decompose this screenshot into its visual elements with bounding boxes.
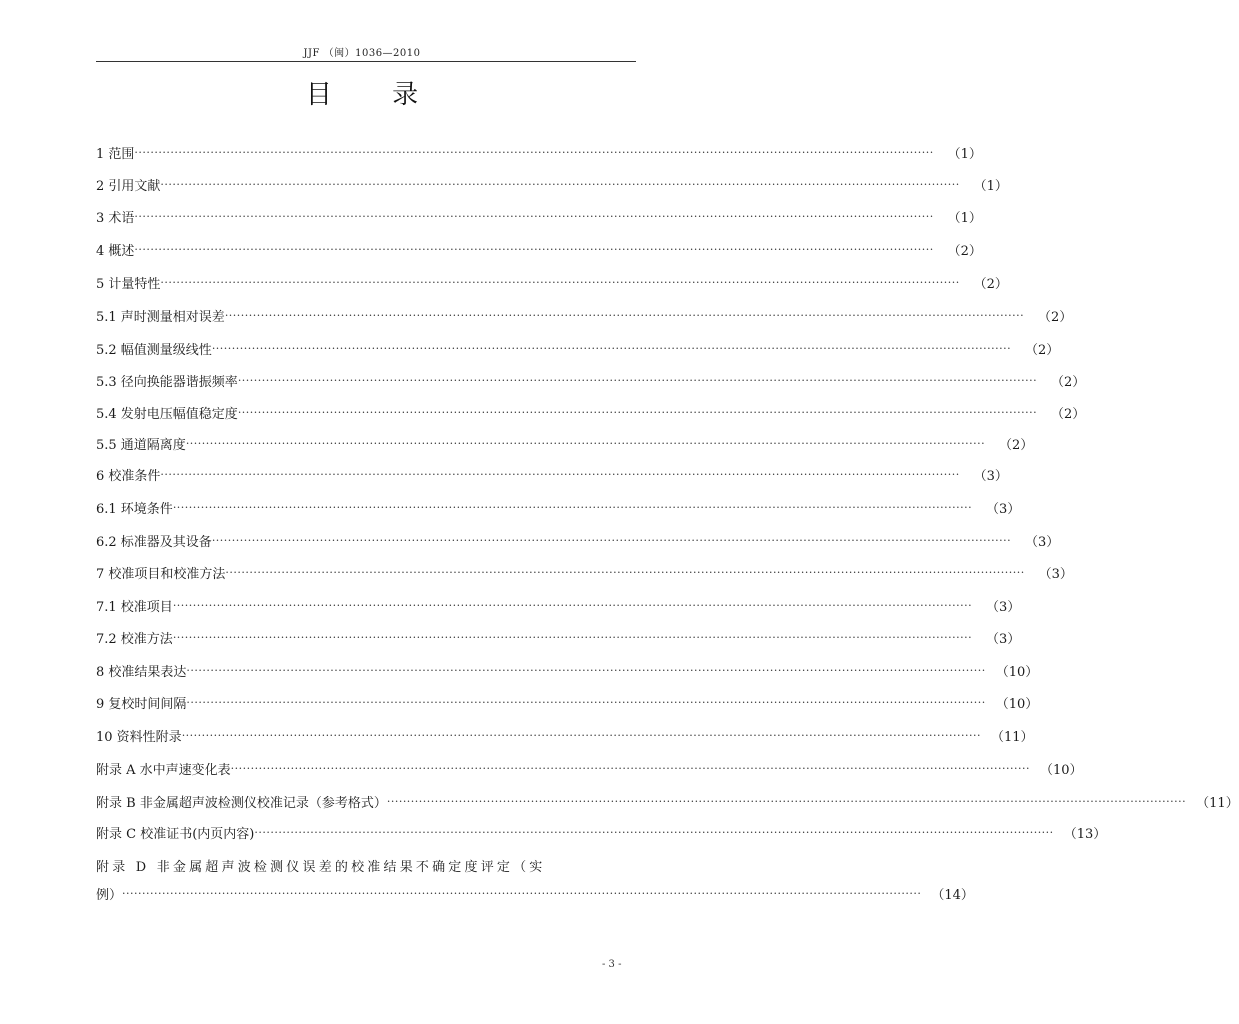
toc-entry[interactable] <box>96 724 1034 746</box>
toc-entry-label: 6 校准条件 <box>96 468 161 484</box>
toc-entry-label: 附录 C 校准证书(内页内容) <box>96 826 255 842</box>
toc-leader-dots: ········································································································································································································ <box>172 500 973 514</box>
toc-entry-appendix-d-line2[interactable] <box>96 882 974 904</box>
toc-entry[interactable] <box>96 691 1039 713</box>
toc-entry-page: （13） <box>1063 826 1107 842</box>
toc-entry-page: （1） <box>947 210 982 226</box>
toc-entry-page: （3） <box>973 468 1008 484</box>
toc-leader-dots: ········································································································································································································ <box>211 533 1012 547</box>
toc-entry-label: 4 概述 <box>96 243 135 259</box>
toc-entry-label: 3 术语 <box>96 210 135 226</box>
toc-entry-label: 10 资料性附录 <box>96 729 182 745</box>
toc-entry[interactable] <box>96 790 1239 812</box>
toc-entry-page: （3） <box>986 501 1021 517</box>
toc-entry[interactable] <box>96 173 1008 195</box>
toc-entry-label: 7.2 校准方法 <box>96 631 173 647</box>
toc-leader-dots: ········································································································································································································ <box>172 630 973 644</box>
toc-entry[interactable] <box>96 337 1060 359</box>
toc-entry-label: 1 范围 <box>96 146 135 162</box>
toc-entry-page: （10） <box>995 696 1039 712</box>
toc-entry-label: 5.5 通道隔离度 <box>96 437 186 453</box>
toc-entry-page: （3） <box>986 631 1021 647</box>
toc-entry-page: （14） <box>931 887 974 903</box>
toc-entry[interactable] <box>96 529 1060 551</box>
toc-entry-page: （2） <box>947 243 982 259</box>
toc-leader-dots: ········································································································································································································ <box>237 405 1038 419</box>
toc-entry-label: 5.3 径向换能器谐振频率 <box>96 374 238 390</box>
toc-entry-page: （3） <box>1025 534 1060 550</box>
toc-entry-page: （2） <box>1051 374 1086 390</box>
toc-entry-label: 2 引用文献 <box>96 178 161 194</box>
toc-entry[interactable] <box>96 304 1073 326</box>
toc-entry-page: （10） <box>995 664 1039 680</box>
toc-entry[interactable] <box>96 659 1039 681</box>
toc-entry[interactable] <box>96 496 1021 518</box>
toc-entry-page: （1） <box>973 178 1008 194</box>
toc-entry[interactable] <box>96 463 1008 485</box>
toc-leader-dots: ········································································································································································································ <box>186 695 986 709</box>
toc-leader-dots: ········································································································································································································ <box>134 145 934 159</box>
toc-entry-label: 5.1 声时测量相对误差 <box>96 309 225 325</box>
toc-leader-dots: ········································································································································································································ <box>186 663 986 677</box>
toc-leader-dots: ········································································································································································································ <box>237 373 1038 387</box>
toc-entry[interactable] <box>96 626 1021 648</box>
toc-entry[interactable] <box>96 205 982 227</box>
toc-leader-dots: ········································································································································································································ <box>224 308 1025 322</box>
toc-leader-dots: ········································································································································································································ <box>134 209 934 223</box>
toc-entry[interactable] <box>96 757 1083 779</box>
toc-entry[interactable] <box>96 594 1021 616</box>
toc-entry-page: （11） <box>991 729 1034 745</box>
toc-leader-dots: ········································································································································································································ <box>230 761 1030 775</box>
toc-entry-label: 附录 A 水中声速变化表 <box>96 762 231 778</box>
toc-leader-dots: ········································································································································································································ <box>122 886 922 900</box>
toc-leader-dots: ········································································································································································································ <box>160 177 960 191</box>
toc-title: 目 录 <box>305 80 445 110</box>
toc-entry-appendix-d-line1[interactable] <box>96 854 588 876</box>
toc-entry[interactable] <box>96 369 1086 391</box>
toc-entry-label: 8 校准结果表达 <box>96 664 187 680</box>
toc-entry-page: （11） <box>1196 795 1239 811</box>
toc-leader-dots: ········································································································································································································ <box>225 565 1025 579</box>
toc-entry-page: （1） <box>947 146 982 162</box>
toc-entry-label: 5 计量特性 <box>96 276 161 292</box>
toc-leader-dots: ········································································································································································································ <box>386 794 1187 808</box>
toc-entry-page: （2） <box>1025 342 1060 358</box>
toc-entry-page: （3） <box>986 599 1021 615</box>
toc-leader-dots: ········································································································································································································ <box>134 242 934 256</box>
toc-entry-label: 附录 D 非金属超声波检测仪误差的校准结果不确定度评定（实 <box>96 859 546 875</box>
toc-entry-label: 9 复校时间间隔 <box>96 696 187 712</box>
toc-leader-dots: ········································································································································································································ <box>160 467 960 481</box>
header-rule <box>96 61 636 62</box>
toc-entry[interactable] <box>96 821 1107 843</box>
toc-entry-page: （2） <box>1051 406 1086 422</box>
toc-entry-page: （3） <box>1038 566 1073 582</box>
page-number: - 3 - <box>602 959 622 970</box>
toc-entry-page: （10） <box>1039 762 1083 778</box>
toc-entry[interactable] <box>96 141 982 163</box>
toc-entry-label: 6.2 标准器及其设备 <box>96 534 212 550</box>
toc-leader-dots: ········································································································································································································ <box>211 341 1012 355</box>
toc-entry-label: 5.2 幅值测量级线性 <box>96 342 212 358</box>
toc-leader-dots: ········································································································································································································ <box>172 598 973 612</box>
toc-leader-dots: ········································································································································································································ <box>181 728 982 742</box>
toc-entry-page: （2） <box>1038 309 1073 325</box>
toc-entry-page: （2） <box>973 276 1008 292</box>
toc-entry-page: （2） <box>999 437 1034 453</box>
toc-entry[interactable] <box>96 561 1073 583</box>
toc-entry[interactable] <box>96 401 1086 423</box>
toc-leader-dots: ········································································································································································································ <box>254 825 1054 839</box>
toc-leader-dots: ········································································································································································································ <box>160 275 960 289</box>
toc-entry-label: 6.1 环境条件 <box>96 501 173 517</box>
toc-entry[interactable] <box>96 271 1008 293</box>
toc-entry[interactable] <box>96 432 1034 454</box>
toc-entry-label: 附录 B 非金属超声波检测仪校准记录（参考格式） <box>96 795 387 811</box>
toc-entry-label: 7.1 校准项目 <box>96 599 173 615</box>
document-code: JJF （闽）1036—2010 <box>303 48 421 59</box>
toc-leader-dots: ········································································································································································································ <box>185 436 986 450</box>
toc-entry-label: 5.4 发射电压幅值稳定度 <box>96 406 238 422</box>
toc-entry-label: 例） <box>96 887 123 903</box>
toc-entry-label: 7 校准项目和校准方法 <box>96 566 226 582</box>
toc-entry[interactable] <box>96 238 982 260</box>
